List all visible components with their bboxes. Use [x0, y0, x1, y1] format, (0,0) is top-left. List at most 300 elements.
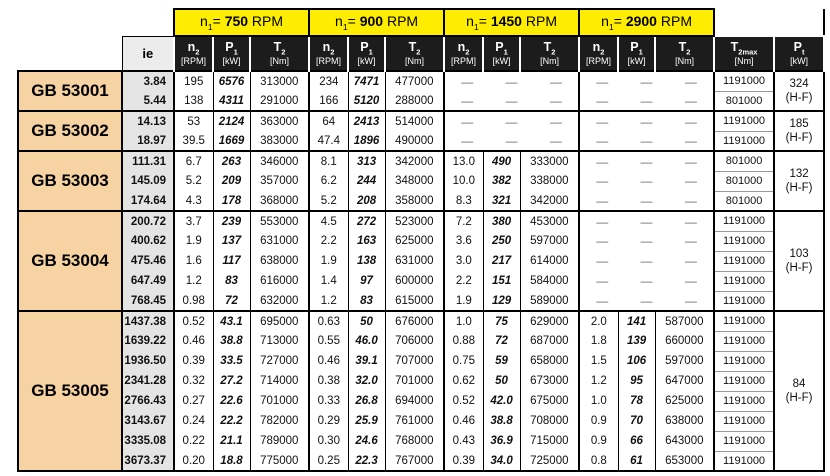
t2-value-cell: 673000 [520, 371, 579, 391]
n2-value-cell: 0.46 [309, 351, 348, 371]
table-row [18, 331, 824, 351]
column-header-p1-750rpm: $P_1$ [kW] [213, 36, 250, 71]
table-row [18, 111, 824, 131]
t2-value-cell: 523000 [385, 211, 444, 231]
t2max-value-cell: 1191000 [714, 371, 774, 391]
t2-value-cell: 589000 [520, 291, 579, 311]
input-speed-header-750rpm: $n_1= 750$ RPM [174, 9, 309, 36]
ie-ratio-cell: 145.09 [122, 171, 174, 191]
p1-value-cell: 22.6 [213, 391, 250, 411]
p1-value-cell: 250 [483, 231, 520, 251]
p1-value-cell: 36.9 [483, 431, 520, 451]
pt-value-cell [774, 111, 824, 151]
dash-icon: — [640, 174, 653, 188]
column-header-n2-2900rpm: $n_2$ [RPM] [579, 36, 618, 71]
ie-ratio-cell: 14.13 [122, 111, 174, 131]
t2-value-cell: 632000 [250, 291, 309, 311]
n2-value-cell: 0.22 [174, 431, 213, 451]
column-header-t2max: $T_{2max}$ [Nm] [714, 36, 774, 71]
ie-ratio-cell: 5.44 [122, 91, 174, 111]
ie-ratio-cell: 1437.38 [122, 311, 174, 331]
dash-icon: — [684, 93, 697, 108]
ie-ratio-cell: 3.84 [122, 71, 174, 91]
n2-value-cell: 0.88 [444, 331, 483, 351]
t2max-value-cell: 1191000 [714, 71, 774, 91]
pt-note: (H-F) [785, 132, 813, 144]
p1-value-cell: 50 [348, 311, 385, 331]
t2-value-cell: 701000 [250, 391, 309, 411]
p1-value-cell: 59 [483, 351, 520, 371]
n2-value-cell: 53 [174, 111, 213, 131]
dash-icon: — [596, 274, 609, 288]
p1-value-cell: 95 [618, 371, 655, 391]
p1-value-cell: 4311 [213, 91, 250, 111]
n2-value-cell: 0.46 [444, 411, 483, 431]
table-row [18, 311, 824, 331]
p1-value-cell: 61 [618, 451, 655, 471]
n2-value-cell: 5.2 [174, 171, 213, 191]
n2-value-cell: 0.29 [309, 411, 348, 431]
t2-value-cell: 363000 [250, 111, 309, 131]
no-data-cell [579, 291, 714, 311]
dash-icon: — [596, 234, 609, 248]
p1-value-cell: 66 [618, 431, 655, 451]
dash-icon: — [684, 174, 697, 188]
t2-value-cell: 782000 [250, 411, 309, 431]
p1-value-cell: 7471 [348, 71, 385, 91]
dash-icon: — [640, 133, 653, 148]
n2-value-cell: 166 [309, 91, 348, 111]
dash-icon: — [505, 114, 518, 129]
ie-ratio-cell: 1936.50 [122, 351, 174, 371]
t2-value-cell: 625000 [385, 231, 444, 251]
p1-value-cell: 263 [213, 151, 250, 171]
column-header-t2-1450rpm: $T_2$ [Nm] [520, 36, 579, 71]
p1-value-cell: 163 [348, 231, 385, 251]
p1-value-cell: 38.8 [213, 331, 250, 351]
ie-ratio-cell: 1639.22 [122, 331, 174, 351]
p1-value-cell: 70 [618, 411, 655, 431]
dash-icon: — [640, 93, 653, 108]
no-data-cell [444, 71, 579, 91]
n2-value-cell: 39.5 [174, 131, 213, 151]
ie-ratio-cell: 647.49 [122, 271, 174, 291]
no-data-cell [579, 111, 714, 131]
column-header-t2-2900rpm: $T_2$ [Nm] [655, 36, 714, 71]
n2-value-cell: 0.32 [174, 371, 213, 391]
t2-value-cell: 638000 [250, 251, 309, 271]
n2-value-cell: 0.98 [174, 291, 213, 311]
t2-value-cell: 694000 [385, 391, 444, 411]
ie-ratio-cell: 200.72 [122, 211, 174, 231]
t2-value-cell: 600000 [385, 271, 444, 291]
dash-icon: — [549, 133, 562, 148]
n2-value-cell: 2.2 [444, 271, 483, 291]
table-row [18, 351, 824, 371]
dash-icon: — [505, 93, 518, 108]
t2-value-cell: 631000 [385, 251, 444, 271]
t2-value-cell: 638000 [655, 411, 714, 431]
n2-value-cell: 0.25 [309, 451, 348, 471]
t2max-value-cell: 1191000 [714, 431, 774, 451]
model-cell: GB 53004 [18, 211, 122, 311]
dash-icon: — [596, 93, 609, 108]
p1-value-cell: 72 [213, 291, 250, 311]
t2max-value-cell: 1191000 [714, 111, 774, 131]
pt-value-cell [774, 211, 824, 311]
table-row [18, 171, 824, 191]
pt-note: (H-F) [785, 262, 813, 274]
t2-value-cell: 368000 [250, 191, 309, 211]
no-data-cell [579, 131, 714, 151]
ie-ratio-cell: 2341.28 [122, 371, 174, 391]
p1-value-cell: 18.8 [213, 451, 250, 471]
model-cell: GB 53001 [18, 71, 122, 111]
t2-value-cell: 631000 [250, 231, 309, 251]
t2-value-cell: 767000 [385, 451, 444, 471]
dash-icon: — [549, 93, 562, 108]
column-header-p1-2900rpm: $P_1$ [kW] [618, 36, 655, 71]
dash-icon: — [640, 74, 653, 89]
header-spacer [714, 9, 774, 36]
dash-icon: — [461, 74, 474, 89]
t2-value-cell: 713000 [250, 331, 309, 351]
p1-value-cell: 22.2 [213, 411, 250, 431]
dash-icon: — [684, 114, 697, 129]
n2-value-cell: 6.7 [174, 151, 213, 171]
n2-value-cell: 195 [174, 71, 213, 91]
input-speed-header-2900rpm: $n_1= 2900$ RPM [579, 9, 714, 36]
p1-value-cell: 490 [483, 151, 520, 171]
p1-value-cell: 38.8 [483, 411, 520, 431]
p1-value-cell: 39.1 [348, 351, 385, 371]
n2-value-cell: 0.33 [309, 391, 348, 411]
dash-icon: — [640, 193, 653, 208]
dash-icon: — [640, 154, 653, 169]
dash-icon: — [640, 234, 653, 248]
t2-value-cell: 701000 [385, 371, 444, 391]
no-data-cell [444, 91, 579, 111]
column-header-pt: $P_t$ [kW] [774, 36, 824, 71]
n2-value-cell: 6.2 [309, 171, 348, 191]
p1-value-cell: 209 [213, 171, 250, 191]
p1-value-cell: 83 [213, 271, 250, 291]
n2-value-cell: 1.9 [309, 251, 348, 271]
n2-value-cell: 138 [174, 91, 213, 111]
no-data-cell [579, 151, 714, 171]
column-header-t2-750rpm: $T_2$ [Nm] [250, 36, 309, 71]
n2-value-cell: 4.5 [309, 211, 348, 231]
dash-icon: — [640, 114, 653, 129]
p1-value-cell: 46.0 [348, 331, 385, 351]
n2-value-cell: 3.6 [444, 231, 483, 251]
no-data-cell [579, 211, 714, 231]
t2-value-cell: 348000 [385, 171, 444, 191]
column-header-p1-900rpm: $P_1$ [kW] [348, 36, 385, 71]
p1-value-cell: 24.6 [348, 431, 385, 451]
p1-value-cell: 239 [213, 211, 250, 231]
t2-value-cell: 553000 [250, 211, 309, 231]
p1-value-cell: 2413 [348, 111, 385, 131]
p1-value-cell: 43.1 [213, 311, 250, 331]
table-row [18, 371, 824, 391]
no-data-cell [579, 171, 714, 191]
no-data-cell [444, 111, 579, 131]
pt-value-cell [774, 311, 824, 471]
p1-value-cell: 2124 [213, 111, 250, 131]
dash-icon: — [461, 133, 474, 148]
n2-value-cell: 10.0 [444, 171, 483, 191]
t2-value-cell: 643000 [655, 431, 714, 451]
dash-icon: — [684, 254, 697, 268]
p1-value-cell: 97 [348, 271, 385, 291]
p1-value-cell: 380 [483, 211, 520, 231]
t2-value-cell: 333000 [520, 151, 579, 171]
p1-value-cell: 138 [348, 251, 385, 271]
table-row [18, 71, 824, 91]
dash-icon: — [684, 214, 697, 229]
ie-ratio-cell: 111.31 [122, 151, 174, 171]
pt-note: (H-F) [785, 182, 813, 194]
t2-value-cell: 597000 [655, 351, 714, 371]
n2-value-cell: 3.0 [444, 251, 483, 271]
n2-value-cell: 5.2 [309, 191, 348, 211]
dash-icon: — [461, 114, 474, 129]
p1-value-cell: 178 [213, 191, 250, 211]
t2-value-cell: 725000 [520, 451, 579, 471]
p1-value-cell: 272 [348, 211, 385, 231]
ie-ratio-cell: 768.45 [122, 291, 174, 311]
dash-icon: — [596, 293, 609, 308]
table-row [18, 151, 824, 171]
n2-value-cell: 0.20 [174, 451, 213, 471]
dash-icon: — [684, 133, 697, 148]
dash-icon: — [684, 293, 697, 308]
t2max-value-cell: 1191000 [714, 291, 774, 311]
t2-value-cell: 342000 [385, 151, 444, 171]
t2max-value-cell: 1191000 [714, 251, 774, 271]
p1-value-cell: 32.0 [348, 371, 385, 391]
t2-value-cell: 727000 [250, 351, 309, 371]
t2-value-cell: 768000 [385, 431, 444, 451]
table-row [18, 411, 824, 431]
p1-value-cell: 117 [213, 251, 250, 271]
t2-value-cell: 775000 [250, 451, 309, 471]
n2-value-cell: 0.30 [309, 431, 348, 451]
t2-value-cell: 614000 [520, 251, 579, 271]
p1-value-cell: 6576 [213, 71, 250, 91]
p1-value-cell: 106 [618, 351, 655, 371]
t2max-value-cell: 801000 [714, 191, 774, 211]
column-header-n2-1450rpm: $n_2$ [RPM] [444, 36, 483, 71]
pt-value: 132 [789, 167, 809, 180]
t2-value-cell: 658000 [520, 351, 579, 371]
t2max-value-cell: 1191000 [714, 231, 774, 251]
column-header-n2-900rpm: $n_2$ [RPM] [309, 36, 348, 71]
n2-value-cell: 7.2 [444, 211, 483, 231]
ie-ratio-cell: 400.62 [122, 231, 174, 251]
t2-value-cell: 313000 [250, 71, 309, 91]
t2-value-cell: 490000 [385, 131, 444, 151]
n2-value-cell: 0.55 [309, 331, 348, 351]
p1-value-cell: 151 [483, 271, 520, 291]
t2max-value-cell: 1191000 [714, 391, 774, 411]
n2-value-cell: 234 [309, 71, 348, 91]
t2-value-cell: 291000 [250, 91, 309, 111]
p1-value-cell: 139 [618, 331, 655, 351]
column-header-n2-750rpm: $n_2$ [RPM] [174, 36, 213, 71]
dash-icon: — [640, 214, 653, 229]
t2max-value-cell: 801000 [714, 151, 774, 171]
table-row [18, 251, 824, 271]
t2-value-cell: 707000 [385, 351, 444, 371]
no-data-cell [579, 271, 714, 291]
p1-value-cell: 321 [483, 191, 520, 211]
p1-value-cell: 382 [483, 171, 520, 191]
table-row [18, 451, 824, 471]
t2-value-cell: 687000 [520, 331, 579, 351]
dash-icon: — [596, 193, 609, 208]
table-row [18, 191, 824, 211]
t2-value-cell: 615000 [385, 291, 444, 311]
p1-value-cell: 313 [348, 151, 385, 171]
t2-value-cell: 338000 [520, 171, 579, 191]
t2max-value-cell: 1191000 [714, 211, 774, 231]
p1-value-cell: 129 [483, 291, 520, 311]
t2-value-cell: 453000 [520, 211, 579, 231]
header-spacer [18, 9, 174, 36]
dash-icon: — [684, 234, 697, 248]
t2-value-cell: 647000 [655, 371, 714, 391]
ie-ratio-cell: 174.64 [122, 191, 174, 211]
t2-value-cell: 761000 [385, 411, 444, 431]
p1-value-cell: 244 [348, 171, 385, 191]
p1-value-cell: 34.0 [483, 451, 520, 471]
pt-value: 185 [789, 117, 809, 130]
input-speed-header-900rpm: $n_1= 900$ RPM [309, 9, 444, 36]
t2-value-cell: 676000 [385, 311, 444, 331]
p1-value-cell: 78 [618, 391, 655, 411]
n2-value-cell: 0.52 [444, 391, 483, 411]
table-row [18, 391, 824, 411]
dash-icon: — [640, 274, 653, 288]
n2-value-cell: 8.1 [309, 151, 348, 171]
n2-value-cell: 0.63 [309, 311, 348, 331]
n2-value-cell: 0.43 [444, 431, 483, 451]
n2-value-cell: 0.39 [444, 451, 483, 471]
n2-value-cell: 3.7 [174, 211, 213, 231]
table-row [18, 291, 824, 311]
dash-icon: — [684, 193, 697, 208]
dash-icon: — [640, 254, 653, 268]
pt-value: 84 [792, 377, 806, 390]
p1-value-cell: 141 [618, 311, 655, 331]
t2max-value-cell: 1191000 [714, 331, 774, 351]
p1-value-cell: 208 [348, 191, 385, 211]
no-data-cell [579, 91, 714, 111]
p1-value-cell: 75 [483, 311, 520, 331]
p1-value-cell: 5120 [348, 91, 385, 111]
n2-value-cell: 1.4 [309, 271, 348, 291]
t2-value-cell: 695000 [250, 311, 309, 331]
t2-value-cell: 675000 [520, 391, 579, 411]
ie-ratio-cell: 3673.37 [122, 451, 174, 471]
n2-value-cell: 0.62 [444, 371, 483, 391]
p1-value-cell: 33.5 [213, 351, 250, 371]
n2-value-cell: 0.27 [174, 391, 213, 411]
p1-value-cell: 217 [483, 251, 520, 271]
pt-value: 324 [789, 77, 809, 90]
p1-value-cell: 1669 [213, 131, 250, 151]
t2-value-cell: 629000 [520, 311, 579, 331]
t2-value-cell: 514000 [385, 111, 444, 131]
pt-note: (H-F) [785, 392, 813, 404]
dash-icon: — [549, 114, 562, 129]
n2-value-cell: 1.9 [444, 291, 483, 311]
t2-value-cell: 357000 [250, 171, 309, 191]
no-data-cell [444, 131, 579, 151]
n2-value-cell: 1.9 [174, 231, 213, 251]
n2-value-cell: 2.2 [309, 231, 348, 251]
ie-ratio-cell: 2766.43 [122, 391, 174, 411]
table-row [18, 431, 824, 451]
model-cell: GB 53005 [18, 311, 122, 471]
n2-value-cell: 4.3 [174, 191, 213, 211]
p1-value-cell: 26.8 [348, 391, 385, 411]
t2-value-cell: 342000 [520, 191, 579, 211]
dash-icon: — [596, 214, 609, 229]
pt-value: 103 [789, 247, 809, 260]
pt-note: (H-F) [785, 92, 813, 104]
no-data-cell [579, 231, 714, 251]
dash-icon: — [549, 74, 562, 89]
t2-value-cell: 616000 [250, 271, 309, 291]
dash-icon: — [684, 154, 697, 169]
dash-icon: — [684, 74, 697, 89]
p1-value-cell: 1896 [348, 131, 385, 151]
model-cell: GB 53003 [18, 151, 122, 211]
n2-value-cell: 1.2 [309, 291, 348, 311]
dash-icon: — [505, 74, 518, 89]
no-data-cell [579, 71, 714, 91]
ie-ratio-cell: 3143.67 [122, 411, 174, 431]
t2max-value-cell: 1191000 [714, 131, 774, 151]
dash-icon: — [640, 293, 653, 308]
n2-value-cell: 1.8 [579, 331, 618, 351]
n2-value-cell: 0.46 [174, 331, 213, 351]
dash-icon: — [596, 254, 609, 268]
pt-value-cell [774, 71, 824, 111]
t2-value-cell: 789000 [250, 431, 309, 451]
n2-value-cell: 0.9 [579, 431, 618, 451]
t2-value-cell: 597000 [520, 231, 579, 251]
model-cell: GB 53002 [18, 111, 122, 151]
header-spacer [774, 9, 824, 36]
p1-value-cell: 137 [213, 231, 250, 251]
n2-value-cell: 1.2 [174, 271, 213, 291]
n2-value-cell: 47.4 [309, 131, 348, 151]
n2-value-cell: 0.8 [579, 451, 618, 471]
column-header-p1-1450rpm: $P_1$ [kW] [483, 36, 520, 71]
dash-icon: — [505, 133, 518, 148]
ie-ratio-cell: 475.46 [122, 251, 174, 271]
n2-value-cell: 1.0 [444, 311, 483, 331]
table-row [18, 231, 824, 251]
dash-icon: — [684, 274, 697, 288]
t2max-value-cell: 1191000 [714, 311, 774, 331]
n2-value-cell: 0.24 [174, 411, 213, 431]
dash-icon: — [596, 74, 609, 89]
